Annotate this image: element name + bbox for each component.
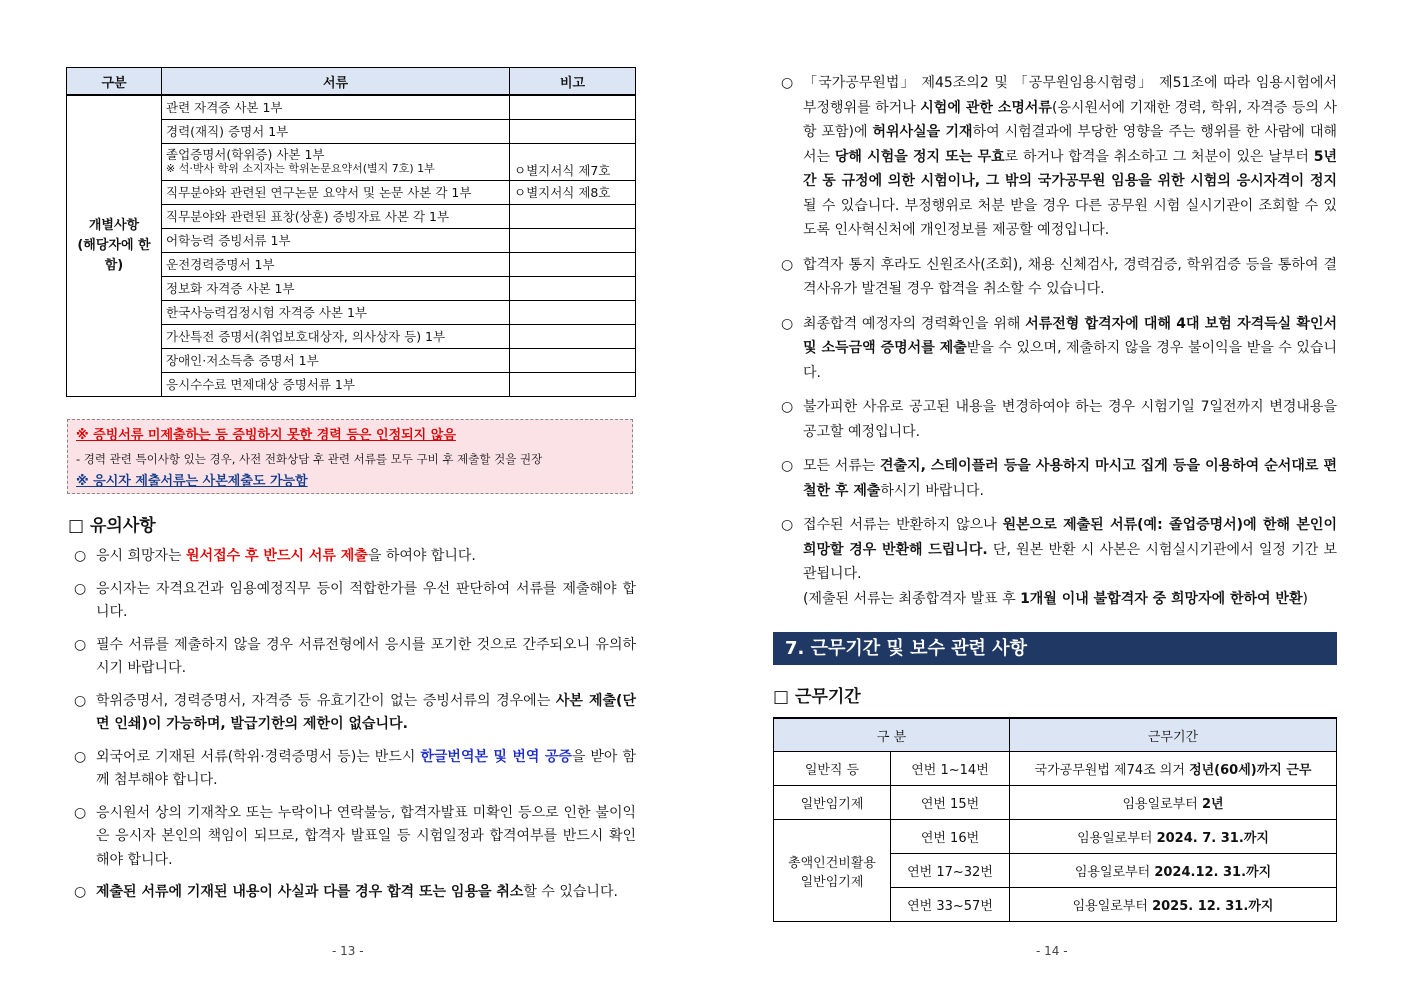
range-cell: 연번 15번 [891, 786, 1010, 820]
list-item: ○ 「국가공무원법」 제45조의2 및 「공무원임용시험령」 제51조에 따라 임용시험에서 부정행위를 하거나 시험에 관한 소명서류(응시원서에 기재한 경력, 학위, 자격증 등의 사항 포함)에 허위사실을 기재하여 시험결과에 부당한 영향을 주는 행위를 한 사람에 대해서는 당해 시험을 정지 또는 무효로 하거나 합격을 취소하고 그 처분이 있은 날부터 5년간 동 규정에 의한 시험이나, 그 밖의 국가공무원 임용을 위한 시험의 응시자격이 정지될 수 있습니다. 부정행위로 처분 받을 경우 다른 공무원 시험 실시기관이 조회할 수 있도록 인사혁신처에 개인정보를 제공할 예정입니다. [773, 71, 1337, 243]
note-cell [510, 325, 636, 349]
category-label: 개별사항 (해당자에 한함) [77, 218, 151, 273]
circle-bullet-icon: ○ [74, 884, 87, 900]
circle-bullet-icon: ○ [781, 517, 794, 533]
list-item: ○ 필수 서류를 제출하지 않을 경우 서류전형에서 응시를 포기한 것으로 간주되오니 유의하시기 바랍니다. [66, 634, 636, 681]
list-item: ○ 응시원서 상의 기재착오 또는 누락이나 연락불능, 합격자발표 미확인 등으로 인한 불이익은 응시자 본인의 책임이 되므로, 합격자 발표일 등 시험일정과 합격여부를 반드시 확인해야 합니다. [66, 802, 636, 873]
list-item: ○ 불가피한 사유로 공고된 내용을 변경하여야 하는 경우 시험기일 7일전까지 변경내용을 공고할 예정입니다. [773, 395, 1337, 444]
notice-line-3: ※ 응시자 제출서류는 사본제출도 가능함 [76, 474, 308, 489]
circle-bullet-icon: ○ [74, 748, 87, 765]
page-number: - 13 - [332, 944, 364, 958]
list-item: ○ 학위증명서, 경력증명서, 자격증 등 유효기간이 없는 증빙서류의 경우에는 사본 제출(단면 인쇄)이 가능하며, 발급기한의 제한이 없습니다. [66, 690, 636, 737]
note-cell [510, 301, 636, 325]
range-cell: 연번 17~32번 [891, 854, 1010, 888]
list-item: ○ 외국어로 기재된 서류(학위·경력증명서 등)는 반드시 한글번역본 및 번역 공증을 받아 함께 첨부해야 합니다. [66, 746, 636, 793]
range-cell: 연번 33~57번 [891, 888, 1010, 922]
note-cell [510, 205, 636, 229]
note-cell: ㅇ별지서식 제7호 [510, 144, 636, 181]
list-item: ○ 모든 서류는 견출지, 스테이플러 등을 사용하지 마시고 집게 등을 이용하여 순서대로 편철한 후 제출하시기 바랍니다. [773, 454, 1337, 503]
list-item: ○ 최종합격 예정자의 경력확인을 위해 서류전형 합격자에 대해 4대 보험 자격득실 확인서 및 소득금액 증명서를 제출받을 수 있으며, 제출하지 않을 경우 불이익을 받을 수 있습니다. [773, 312, 1337, 386]
header-type: 구 분 [774, 718, 1010, 752]
notice-box [67, 419, 633, 494]
note-cell [510, 253, 636, 277]
section-bar: 7. 근무기간 및 보수 관련 사항 [773, 632, 1337, 665]
circle-bullet-icon: ○ [74, 548, 87, 564]
circle-bullet-icon: ○ [781, 399, 794, 415]
note-cell: ㅇ별지서식 제8호 [510, 181, 636, 205]
doc-cell: 어학능력 증빙서류 1부 [162, 229, 510, 253]
page-number: - 14 - [1036, 944, 1068, 958]
circle-bullet-icon: ○ [74, 636, 87, 653]
subsection-title: □ 근무기간 [773, 687, 861, 707]
period-cell: 임용일로부터 2024. 7. 31.까지 [1010, 820, 1337, 854]
note-cell [510, 277, 636, 301]
list-item: ○ 접수된 서류는 반환하지 않으나 원본으로 제출된 서류(예: 졸업증명서)에 한해 본인이 희망할 경우 반환해 드립니다. 단, 원본 반환 시 사본은 시험실시기관에서 일정 기간 보관됩니다. (제출된 서류는 최종합격자 발표 후 1개월 이내 불합격자 중 희망자에 한하여 반환) [773, 513, 1337, 611]
list-item: ○ 응시 희망자는 원서접수 후 반드시 서류 제출을 하여야 합니다. [66, 545, 636, 569]
doc-main: 졸업증명서(학위증) 사본 1부 [166, 147, 325, 162]
category-cell [67, 95, 162, 397]
note-cell [510, 229, 636, 253]
range-cell: 연번 16번 [891, 820, 1010, 854]
doc-cell: 직무분야와 관련된 표창(상훈) 증빙자료 사본 각 1부 [162, 205, 510, 229]
note-cell [510, 373, 636, 397]
list-item: ○ 합격자 통지 후라도 신원조사(조회), 채용 신체검사, 경력검증, 학위검증 등을 통하여 결격사유가 발견될 경우 합격을 취소할 수 있습니다. [773, 253, 1337, 302]
doc-cell: 경력(재직) 증명서 1부 [162, 120, 510, 144]
doc-cell: 운전경력증명서 1부 [162, 253, 510, 277]
notice-line-2: - 경력 관련 특이사항 있는 경우, 사전 전화상담 후 관련 서류를 모두 구비 후 제출할 것을 권장 [76, 452, 543, 466]
documents-table [66, 67, 636, 397]
header-remarks: 비고 [510, 68, 636, 96]
circle-bullet-icon: ○ [74, 692, 87, 709]
doc-cell: 한국사능력검정시험 자격증 사본 1부 [162, 301, 510, 325]
caution-list [66, 545, 636, 905]
notes-list [773, 71, 1337, 611]
period-cell: 임용일로부터 2년 [1010, 786, 1337, 820]
header-documents: 서류 [162, 68, 510, 96]
work-period-table [773, 717, 1337, 922]
doc-cell: 직무분야와 관련된 연구논문 요약서 및 논문 사본 각 1부 [162, 181, 510, 205]
doc-sub: ※ 석·박사 학위 소지자는 학위논문요약서(별지 7호) 1부 [166, 162, 435, 175]
type-cell: 일반직 등 [774, 752, 891, 786]
section-title: □ 유의사항 [68, 516, 156, 536]
doc-cell: 가산특전 증명서(취업보호대상자, 의사상자 등) 1부 [162, 325, 510, 349]
note-cell [510, 120, 636, 144]
note-cell [510, 95, 636, 120]
circle-bullet-icon: ○ [781, 256, 794, 273]
header-period: 근무기간 [1010, 718, 1337, 752]
list-item: ○ 제출된 서류에 기재된 내용이 사실과 다를 경우 합격 또는 임용을 취소할 수 있습니다. [66, 881, 636, 905]
type-cell: 일반임기제 [774, 786, 891, 820]
doc-cell: 응시수수료 면제대상 증명서류 1부 [162, 373, 510, 397]
circle-bullet-icon: ○ [781, 315, 794, 332]
note-cell [510, 349, 636, 373]
circle-bullet-icon: ○ [781, 458, 794, 474]
period-cell: 임용일로부터 2025. 12. 31.까지 [1010, 888, 1337, 922]
doc-cell: 관련 자격증 사본 1부 [162, 95, 510, 120]
period-cell: 국가공무원법 제74조 의거 정년(60세)까지 근무 [1010, 752, 1337, 786]
doc-cell: 정보화 자격증 사본 1부 [162, 277, 510, 301]
notice-line-1: ※ 증빙서류 미제출하는 등 증빙하지 못한 경력 등은 인정되지 않음 [76, 428, 456, 443]
range-cell: 연번 1~14번 [891, 752, 1010, 786]
header-category: 구분 [67, 68, 162, 96]
circle-bullet-icon: ○ [74, 804, 87, 821]
list-item: ○ 응시자는 자격요건과 임용예정직무 등이 적합한가를 우선 판단하여 서류를 제출해야 합니다. [66, 578, 636, 625]
doc-cell: 장애인·저소득층 증명서 1부 [162, 349, 510, 373]
type-cell: 총액인건비활용 일반임기제 [774, 820, 891, 922]
doc-cell [162, 144, 510, 181]
period-cell: 임용일로부터 2024.12. 31.까지 [1010, 854, 1337, 888]
circle-bullet-icon: ○ [74, 580, 87, 597]
circle-bullet-icon: ○ [781, 75, 794, 91]
